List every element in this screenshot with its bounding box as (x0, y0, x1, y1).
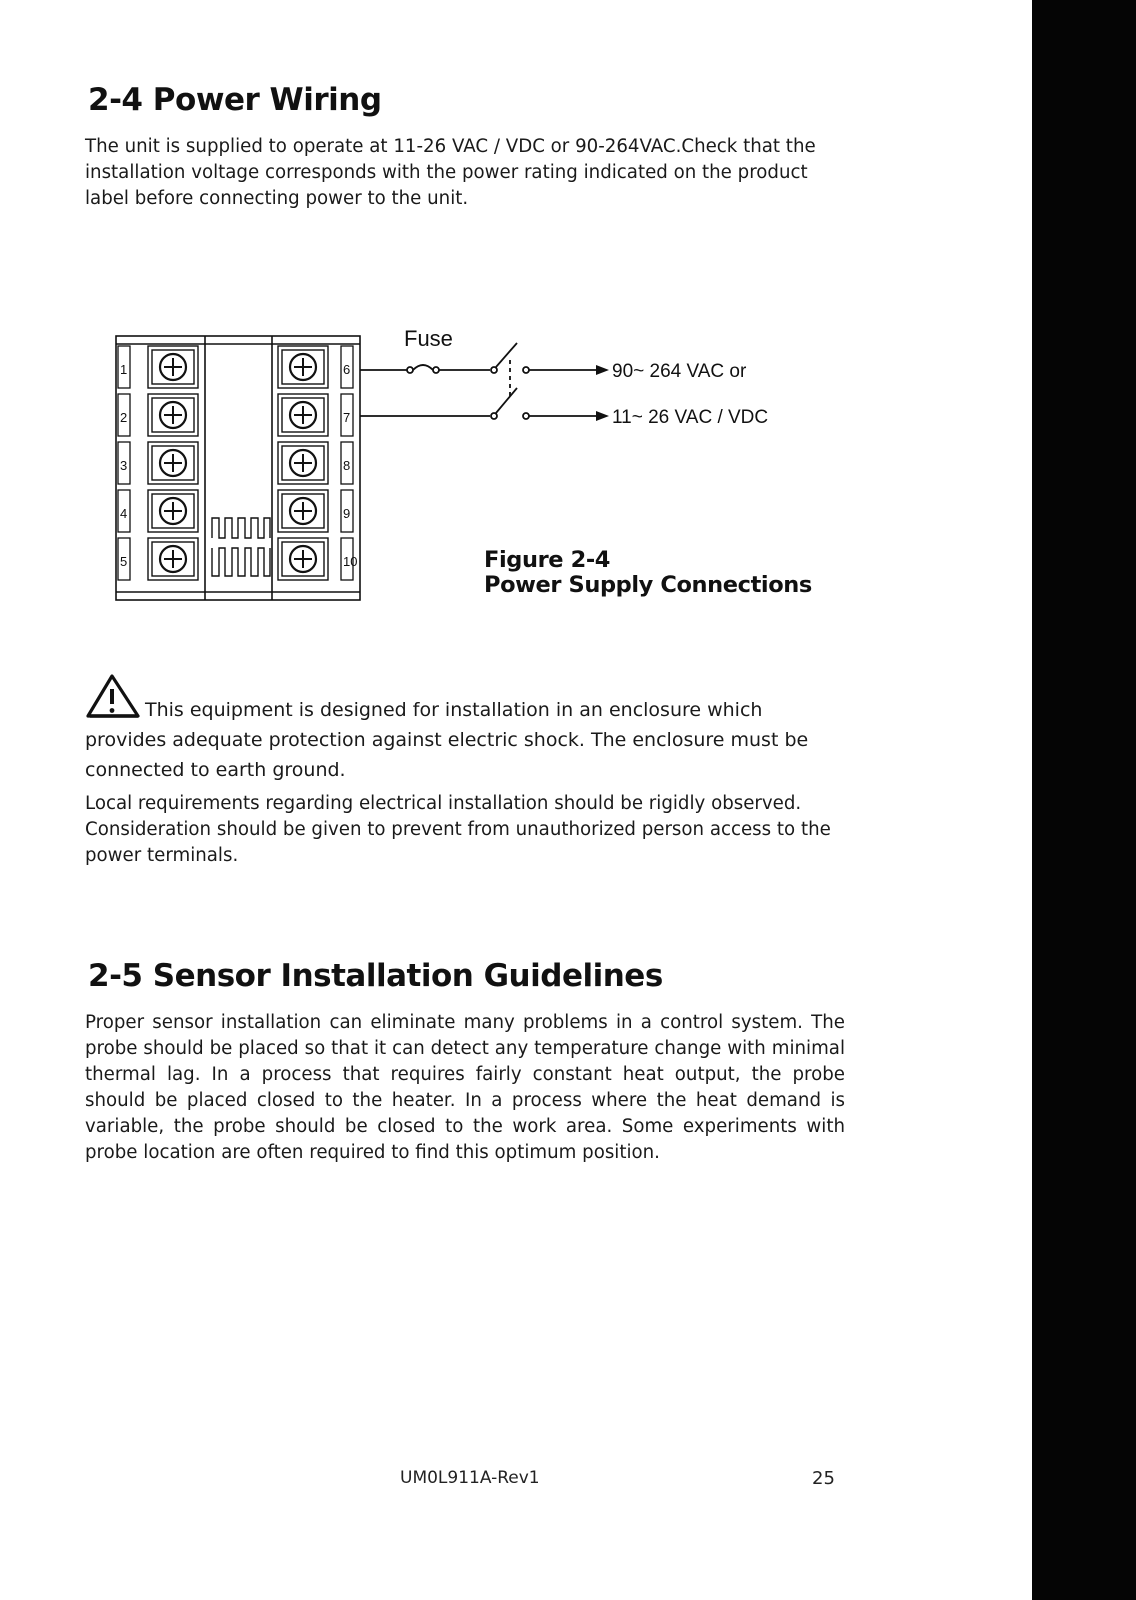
figure-number: Figure 2-4 (484, 547, 611, 573)
terminal-8 (278, 442, 353, 484)
section-heading-power-wiring: 2-4 Power Wiring (88, 82, 382, 118)
terminal-number: 10 (343, 554, 358, 569)
scan-black-edge (1032, 0, 1136, 1600)
supply-ac-label: 90~ 264 VAC or (612, 361, 747, 382)
terminal-number: 1 (120, 362, 128, 377)
screw-icon (290, 546, 316, 572)
terminal-number: 9 (343, 506, 351, 521)
relay-contact-pattern (212, 518, 270, 576)
screw-icon (290, 402, 316, 428)
terminal-number: 8 (343, 458, 351, 473)
screw-icon (290, 354, 316, 380)
document-code: UM0L911A-Rev1 (400, 1468, 540, 1488)
screw-icon (160, 498, 186, 524)
screw-icon (160, 354, 186, 380)
arrow-dc-icon (596, 411, 609, 421)
terminal-number: 5 (120, 554, 128, 569)
terminal-3 (118, 442, 198, 484)
sensor-installation-paragraph: Proper sensor installation can eliminate many problems in a control system. The probe should be placed so that it can detect any temperature change with minimal thermal lag. In a process that requires fairly constant heat output, the probe should be placed closed to the heater. In a process where the heat demand is variable, the probe should be closed to the work area. Some experiments with probe location are often required to find this optimum position. (85, 1012, 845, 1163)
screw-icon (160, 546, 186, 572)
fuse-label: Fuse (404, 326, 453, 351)
terminal-10 (278, 538, 357, 580)
page-number: 25 (812, 1468, 835, 1489)
figure-caption (484, 548, 812, 598)
screw-icon (290, 450, 316, 476)
terminal-number: 3 (120, 458, 128, 473)
terminal-number: 4 (120, 506, 128, 521)
terminal-2 (118, 394, 198, 436)
arrow-ac-icon (596, 365, 609, 375)
supply-wiring (360, 343, 596, 419)
local-requirements-paragraph: Local requirements regarding electrical installation should be rigidly observed. Consideration should be given to prevent from unauthorized person access to the power terminals. (85, 793, 831, 866)
terminal-number: 2 (120, 410, 128, 425)
left-terminal-column (118, 346, 198, 580)
terminal-number: 7 (343, 410, 351, 425)
supply-dc-label: 11~ 26 VAC / VDC (612, 407, 769, 428)
screw-icon (160, 402, 186, 428)
right-terminal-column (278, 346, 357, 580)
terminal-number: 6 (343, 362, 351, 377)
section-heading-sensor-installation: 2-5 Sensor Installation Guidelines (88, 958, 663, 994)
terminal-4 (118, 490, 198, 532)
terminal-7 (278, 394, 353, 436)
warning-triangle-icon (85, 672, 143, 720)
warning-paragraph (85, 672, 835, 785)
terminal-5 (118, 538, 198, 580)
figure-title: Power Supply Connections (484, 572, 812, 598)
screw-icon (290, 498, 316, 524)
screw-icon (160, 450, 186, 476)
warning-text: This equipment is designed for installation in an enclosure which provides adequate protection against electric shock. The enclosure must be connected to earth ground. (85, 699, 809, 781)
terminal-9 (278, 490, 353, 532)
power-wiring-paragraph: The unit is supplied to operate at 11-26 VAC / VDC or 90-264VAC.Check that the installation voltage corresponds with the power rating indicated on the product label before connecting power to the unit. (85, 136, 816, 209)
terminal-1 (118, 346, 198, 388)
terminal-6 (278, 346, 353, 388)
